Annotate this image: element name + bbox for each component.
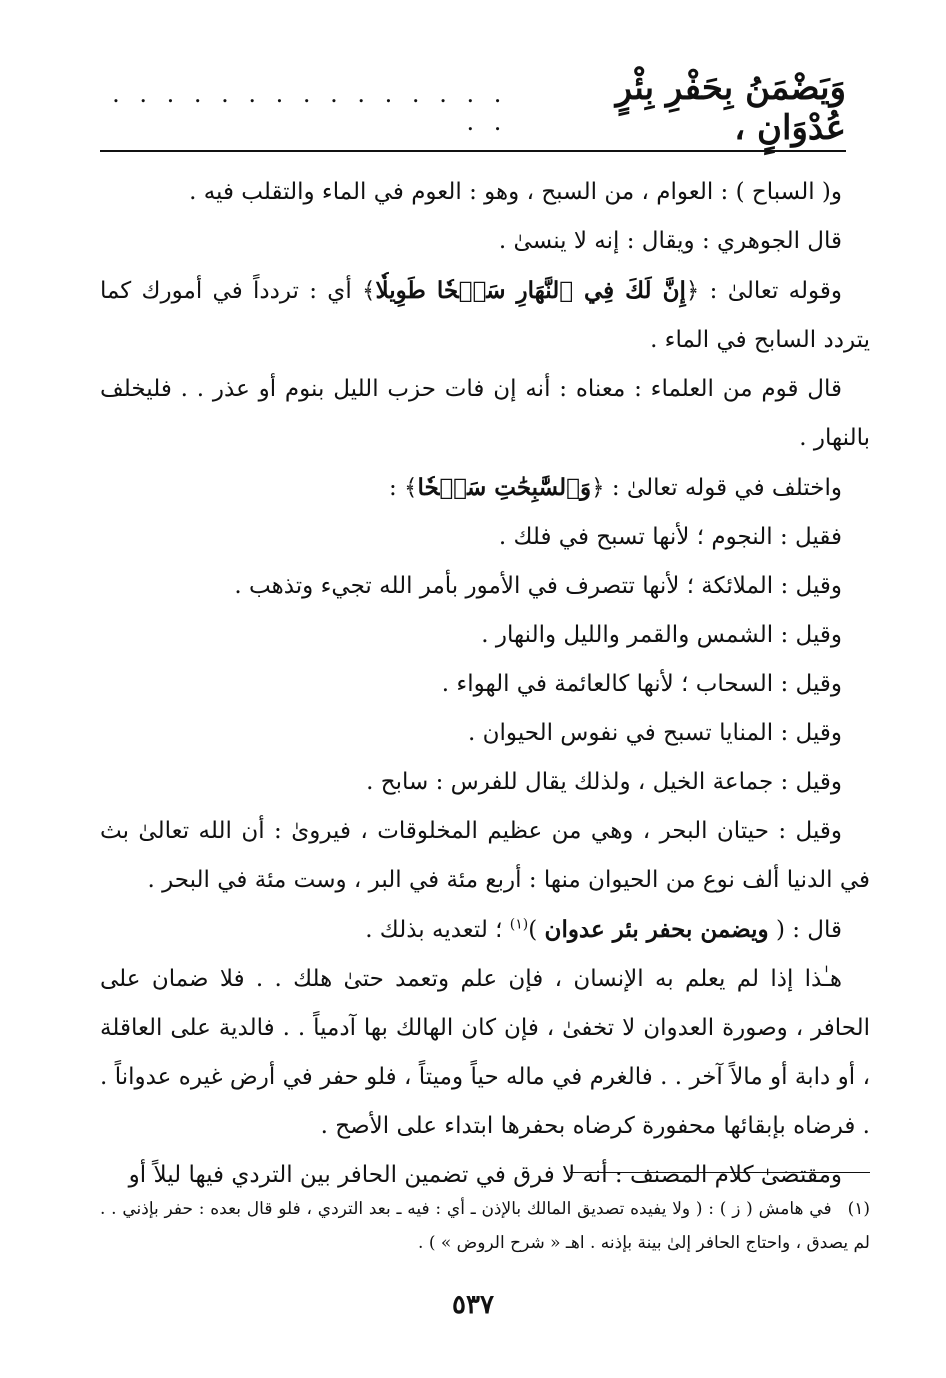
paragraph: قال قوم من العلماء : معناه : أنه إن فات حزب الليل بنوم أو عذر . . فليخلف بالنهار .: [100, 376, 870, 451]
paragraph: [100, 905, 870, 955]
footnote-ref[interactable]: (١): [509, 916, 529, 933]
paragraph: وقيل : جماعة الخيل ، ولذلك يقال للفرس : سابح .: [366, 769, 842, 795]
footnote-text: في هامش ( ز ) : ( ولا يفيده تصديق المالك بالإذن ـ أي : فيه ـ بعد التردي ، فلو قال بعده : حفر بإذني . . لم يصدق ، واحتاج الحافر إلىٰ بينة بإذنه . اهـ « شرح الروض » ) .: [100, 1199, 870, 1253]
paragraph: فقيل : النجوم ؛ لأنها تسبح في فلك .: [498, 524, 842, 550]
text-span: قال : (: [775, 917, 842, 943]
quran-verse: وَٱلسَّٰبِحَٰتِ سَبۡحٗا: [417, 474, 592, 501]
running-header: [100, 68, 846, 148]
footnote-rule: [570, 1172, 870, 1173]
footnote-number: (١): [847, 1199, 870, 1219]
quran-verse: إِنَّ لَكَ فِي ٱلنَّهَارِ سَبۡحٗا طَوِيلٗا: [375, 277, 686, 304]
paragraph: هـٰذا إذا لم يعلم به الإنسان ، فإن علم وتعمد حتىٰ هلك . . فلا ضمان على الحافر ، وصورة العدوان لا تخفىٰ ، فإن كان الهالك بها آدمياً . . فالدية على العاقلة ، أو دابة أو مالاً آخر . . فالغرم في ماله حياً وميتاً ، فلو حفر في أرض غيره عدواناً . . فرضاه بإبقائها محفورة كرضاه بحفرها ابتداء على الأصح .: [100, 966, 870, 1139]
paragraph: و( السباح ) : العوام ، من السبح ، وهو : العوم في الماء والتقلب فيه .: [189, 179, 842, 205]
header-rule: [100, 150, 846, 152]
text-span: ): [528, 917, 538, 943]
paragraph: وقيل : الملائكة ؛ لأنها تتصرف في الأمور بأمر الله تجيء وتذهب .: [234, 573, 842, 599]
footnote: [100, 1192, 870, 1260]
text-span: واختلف في قوله تعالىٰ : ﴿: [591, 475, 842, 501]
paragraph: [100, 266, 870, 365]
text-span: ؛ لتعديه بذلك .: [365, 917, 503, 943]
text-span: ﴾ :: [388, 475, 418, 501]
paragraph: وقيل : المنايا تسبح في نفوس الحيوان .: [468, 720, 842, 746]
text-span: وقوله تعالىٰ : ﴿: [685, 278, 843, 304]
paragraph: وقيل : الشمس والقمر والليل والنهار .: [481, 622, 842, 648]
paragraph: قال الجوهري : ويقال : إنه لا ينسىٰ .: [498, 228, 842, 254]
paragraph: وقيل : السحاب ؛ لأنها كالعائمة في الهواء .: [441, 671, 842, 697]
header-dots: . . . . . . . . . . . . . . . . .: [112, 80, 508, 136]
header-title: وَيَضْمَنُ بِحَفْرِ بِئْرٍ عُدْوَانٍ ،: [615, 68, 846, 148]
text-span: ﴾ أي : تردداً في أمورك كما يتردد السابح في الماء .: [100, 278, 870, 353]
paragraph: ومقتضىٰ كلام المصنف : أنه لا فرق في تضمين الحافر بين التردي فيها ليلاً أو: [128, 1162, 842, 1188]
main-text: [100, 168, 870, 1200]
page-number: ٥٣٧: [452, 1290, 494, 1320]
matn-quote: ويضمن بحفر بئر عدوان: [544, 916, 769, 943]
paragraph: وقيل : حيتان البحر ، وهي من عظيم المخلوقات ، فيروىٰ : أن الله تعالىٰ بث في الدنيا ألف نوع من الحيوان منها : أربع مئة في البر ، وست مئة في البحر .: [100, 818, 870, 893]
paragraph: [100, 463, 870, 513]
